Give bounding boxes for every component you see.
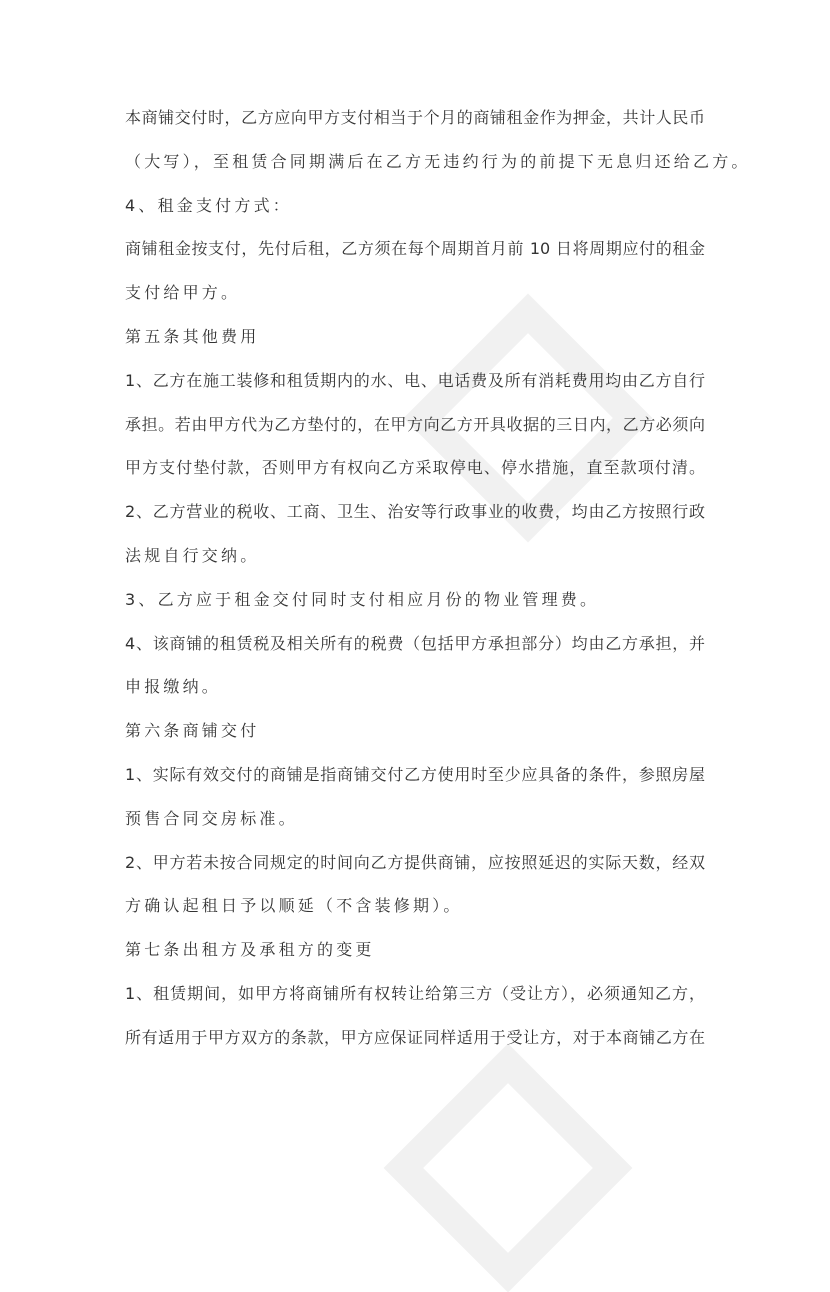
- text-line: 承担。若由甲方代为乙方垫付的，在甲方向乙方开具收据的三日内，乙方必须向: [125, 414, 705, 434]
- text-line: 1、租赁期间，如甲方将商铺所有权转让给第三方（受让方），必须通知乙方，: [125, 983, 705, 1003]
- text-line: 申报缴纳。: [125, 677, 222, 697]
- text-line: 法规自行交纳。: [125, 545, 260, 565]
- document-body: [125, 96, 751, 1060]
- text-line: 2、乙方营业的税收、工商、卫生、治安等行政事业的收费，均由乙方按照行政: [125, 502, 705, 522]
- text-line: 本商铺交付时，乙方应向甲方支付相当于个月的商铺租金作为押金，共计人民币: [125, 108, 705, 127]
- text-line: 3、乙方应于租金交付同时支付相应月份的物业管理费。: [125, 589, 600, 609]
- text-line: 1、乙方在施工装修和租赁期内的水、电、电话费及所有消耗费用均由乙方自行: [125, 370, 705, 390]
- watermark-logo: [384, 1044, 633, 1292]
- text-line: 商铺租金按支付，先付后租，乙方须在每个周期首月前 10 日将周期应付的租金: [125, 239, 705, 259]
- text-line: 第六条商铺交付: [125, 721, 260, 741]
- text-line: 4、该商铺的租赁税及相关所有的税费（包括甲方承担部分）均由乙方承担，并: [125, 633, 705, 653]
- text-line: 2、甲方若未按合同规定的时间向乙方提供商铺，应按照延迟的实际天数，经双: [125, 852, 705, 872]
- text-line: 1、实际有效交付的商铺是指商铺交付乙方使用时至少应具备的条件，参照房屋: [125, 764, 705, 784]
- text-line: 4、租金支付方式：: [125, 195, 292, 215]
- text-line: 支付给甲方。: [125, 283, 241, 303]
- text-line: 方确认起租日予以顺延（不含装修期）。: [125, 896, 463, 916]
- text-line: 甲方支付垫付款，否则甲方有权向乙方采取停电、停水措施，直至款项付清。: [125, 458, 705, 478]
- text-line: 第七条出租方及承租方的变更: [125, 940, 375, 960]
- text-line: 第五条其他费用: [125, 326, 260, 346]
- text-line: （大写），至租赁合同期满后在乙方无违约行为的前提下无息归还给乙方。: [125, 151, 751, 171]
- text-line: 所有适用于甲方双方的条款，甲方应保证同样适用于受让方，对于本商铺乙方在: [125, 1027, 705, 1047]
- text-line: 预售合同交房标准。: [125, 808, 298, 828]
